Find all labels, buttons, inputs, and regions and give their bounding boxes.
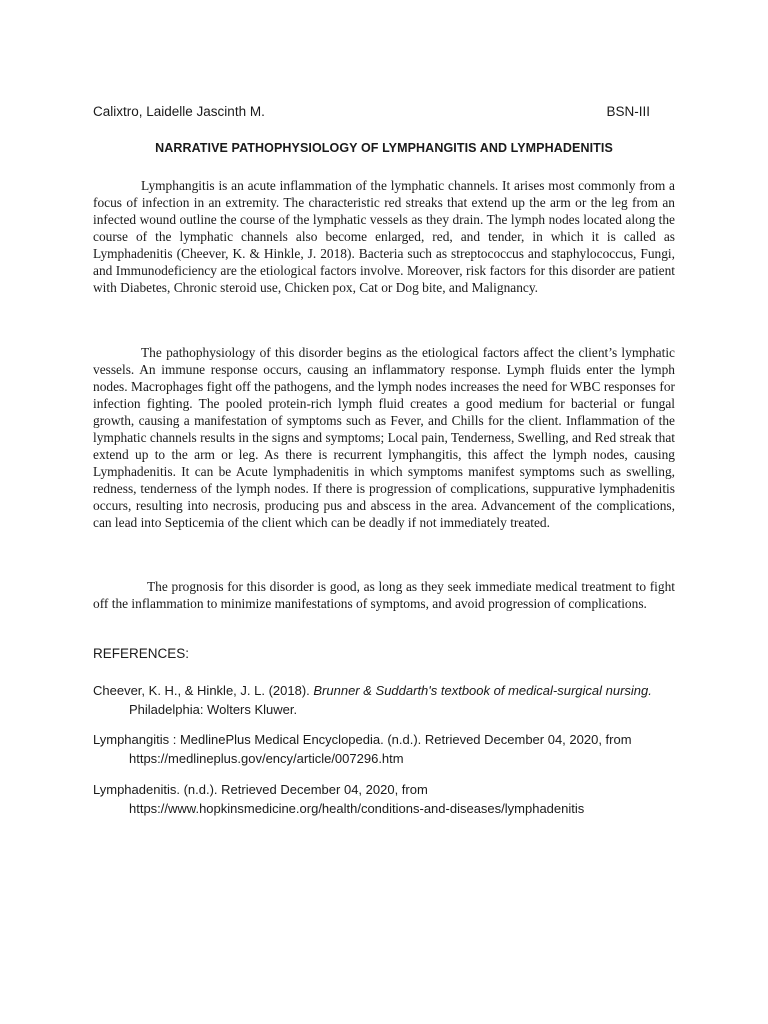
- reference-publisher: Philadelphia: Wolters Kluwer.: [129, 702, 298, 717]
- reference-book-title: Brunner & Suddarth's textbook of medical-surgical nursing.: [313, 683, 652, 698]
- reference-item: [93, 730, 709, 768]
- document-title: NARRATIVE PATHOPHYSIOLOGY OF LYMPHANGITIS AND LYMPHADENITIS: [155, 141, 613, 155]
- references-heading: REFERENCES:: [93, 646, 190, 661]
- header-line: [93, 104, 650, 119]
- reference-text: Lymphadenitis. (n.d.). Retrieved December 04, 2020, from https://www.hopkinsmedicine.org/health/conditions-and-diseases/lymphadenitis: [93, 782, 585, 816]
- reference-item: [93, 681, 709, 719]
- reference-text: Cheever, K. H., & Hinkle, J. L. (2018).: [93, 683, 314, 698]
- paragraph-lymphangitis-intro: Lymphangitis is an acute inflammation of the lymphatic channels. It arises most commonly from a focus of infection in an extremity. The characteristic red streaks that extend up the arm or the leg from an infected wound outline the course of the lymphatic vessels as they drain. The lymph nodes located along the course of the lymphatic channels also become enlarged, red, and tender, in which it is called as Lymphadenitis (Cheever, K. & Hinkle, J. 2018). Bacteria such as streptococcus and staphylococcus, Fungi, and Immunodeficiency are the etiological factors involve. Moreover, risk factors for this disorder are patient with Diabetes, Chronic steroid use, Chicken pox, Cat or Dog bite, and Malignancy.: [93, 178, 675, 295]
- course-section: BSN-III: [606, 104, 650, 119]
- reference-text: Lymphangitis : MedlinePlus Medical Encyclopedia. (n.d.). Retrieved December 04, 2020, from https://medlineplus.gov/ency/article/007296.htm: [93, 732, 632, 766]
- paragraph-prognosis: The prognosis for this disorder is good, as long as they seek immediate medical treatment to fight off the inflammation to minimize manifestations of symptoms, and avoid progression of complications.: [93, 579, 675, 611]
- author-name: Calixtro, Laidelle Jascinth M.: [93, 104, 265, 119]
- reference-item: [93, 780, 709, 818]
- paragraph-pathophysiology: The pathophysiology of this disorder begins as the etiological factors affect the client’s lymphatic vessels. An immune response occurs, causing an inflammatory response. Lymph fluids enter the lymph nodes. Macrophages fight off the pathogens, and the lymph nodes increases the need for WBC responses for infection fighting. The pooled protein-rich lymph fluid creates a good medium for bacterial or fungal growth, causing a manifestation of symptoms such as Fever, and Chills for the client. Inflammation of the lymphatic channels results in the signs and symptoms; Local pain, Tenderness, Swelling, and Red streak that extend up to the arm or leg. As there is recurrent lymphangitis, this affect the lymph nodes, causing Lymphadenitis. It can be Acute lymphadenitis in which symptoms manifest symptoms such as swelling, redness, tenderness of the lymph nodes. If there is progression of complications, suppurative lymphadenitis occurs, resulting into necrosis, producing pus and abscess in the area. Advancement of the complications, can lead into Septicemia of the client which can be deadly if not immediately treated.: [93, 345, 675, 530]
